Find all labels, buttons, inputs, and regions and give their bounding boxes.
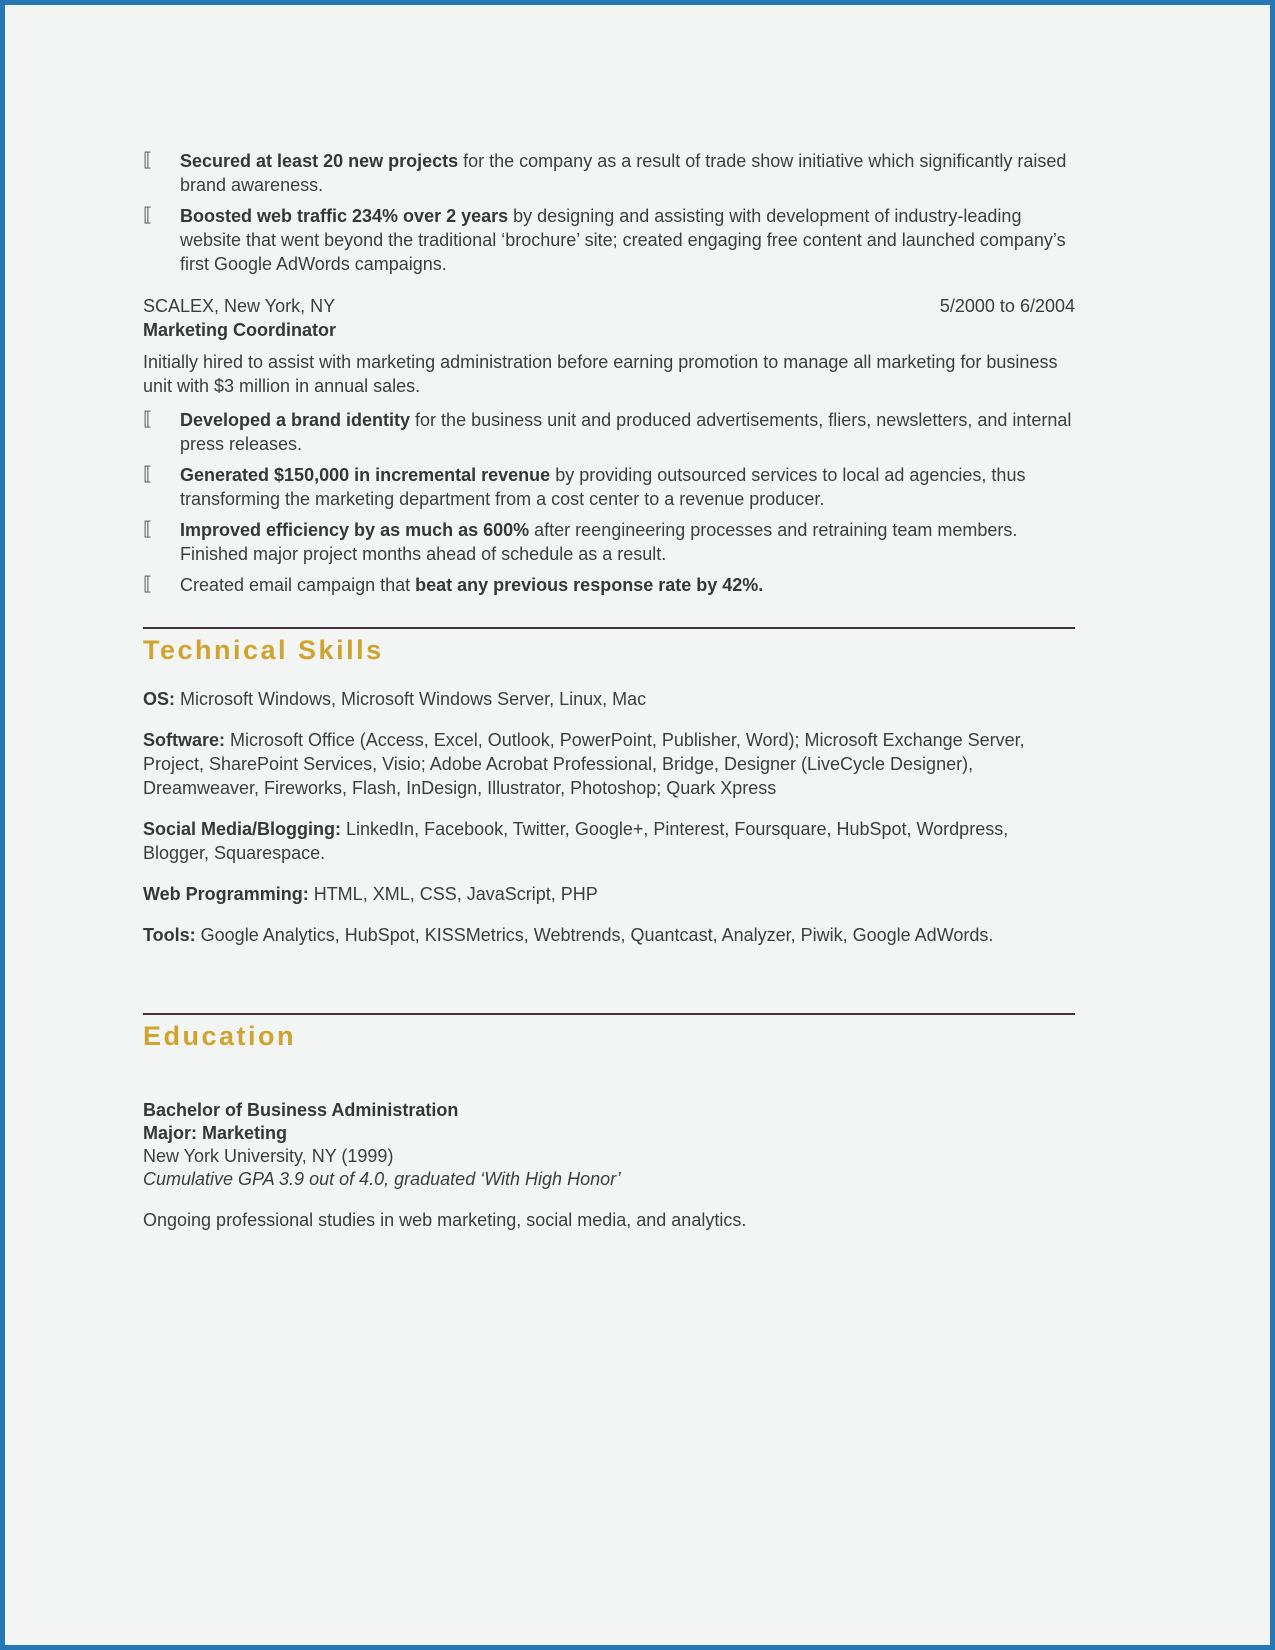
achievement-bullet xyxy=(143,518,1075,566)
skill-label: Software: xyxy=(143,730,226,750)
section-divider xyxy=(143,627,1075,629)
square-bracket-bullet-icon: ⟦ xyxy=(143,464,153,485)
achievement-text xyxy=(180,518,1075,566)
skill-label: Web Programming: xyxy=(143,884,309,904)
company-name: SCALEX, New York, NY xyxy=(143,296,336,316)
square-bracket-bullet-icon: ⟦ xyxy=(143,150,153,171)
achievement-bullet xyxy=(143,408,1075,456)
skill-line-tools xyxy=(143,923,1075,947)
skill-line-software xyxy=(143,728,1075,800)
skill-line-social-media xyxy=(143,817,1075,865)
achievement-body: by providing outsourced services to local ad agencies, thus transforming the marketing department from a cost center to a revenue producer. xyxy=(180,465,1026,509)
skill-values: LinkedIn, Facebook, Twitter, Google+, Pinterest, Foursquare, HubSpot, Wordpress, Blogger, Squarespace. xyxy=(143,819,1009,863)
achievement-text xyxy=(180,204,1075,276)
skill-values: Microsoft Office (Access, Excel, Outlook, PowerPoint, Publisher, Word); Microsoft Exchange Server, Project, SharePoint Services, Visio; Adobe Acrobat Professional, Bridge, Designer (LiveCycle Designer), Dreamweaver, Fireworks, Flash, InDesign, Illustrator, Photoshop; Quark Xpress xyxy=(143,730,1025,798)
square-bracket-bullet-icon: ⟦ xyxy=(143,409,153,430)
gpa-note: Cumulative GPA 3.9 out of 4.0, graduated ‘With High Honor’ xyxy=(143,1169,621,1189)
skill-line-web-programming xyxy=(143,882,1075,906)
skill-values: HTML, XML, CSS, JavaScript, PHP xyxy=(308,884,598,904)
achievement-text xyxy=(180,573,1075,597)
achievement-bullet xyxy=(143,573,1075,597)
ongoing-studies-note: Ongoing professional studies in web marketing, social media, and analytics. xyxy=(143,1210,747,1230)
achievement-body: by designing and assisting with development of industry-leading website that went beyond the traditional ‘brochure’ site; created engaging free content and launched company’s first Google AdWords campaigns. xyxy=(180,206,1066,274)
job-summary: Initially hired to assist with marketing administration before earning promotion to manage all marketing for business unit with $3 million in annual sales. xyxy=(143,352,1058,396)
achievement-lead: Created email campaign that xyxy=(180,575,416,595)
achievement-highlight: beat any previous response rate by 42%. xyxy=(415,575,764,595)
skill-values: Microsoft Windows, Microsoft Windows Server, Linux, Mac xyxy=(175,689,647,709)
education-entry xyxy=(143,1099,1075,1232)
square-bracket-bullet-icon: ⟦ xyxy=(143,205,153,226)
square-bracket-bullet-icon: ⟦ xyxy=(143,574,153,595)
achievement-text xyxy=(180,149,1075,197)
achievement-bullet xyxy=(143,149,1075,197)
section-heading-technical-skills: Technical Skills xyxy=(143,635,384,665)
job-header xyxy=(143,294,1075,318)
skill-label: OS: xyxy=(143,689,176,709)
job-entry xyxy=(143,294,1075,597)
achievement-highlight: Generated $150,000 in incremental revenue xyxy=(180,465,551,485)
degree-major: Major: Marketing xyxy=(143,1123,288,1143)
school-name: New York University, NY (1999) xyxy=(143,1146,394,1166)
achievement-body: for the company as a result of trade show initiative which significantly raised brand awareness. xyxy=(180,151,1067,195)
achievement-bullet xyxy=(143,463,1075,511)
achievement-highlight: Boosted web traffic 234% over 2 years xyxy=(180,206,509,226)
job-dates: 5/2000 to 6/2004 xyxy=(939,296,1075,316)
achievement-bullet xyxy=(143,204,1075,276)
achievement-text xyxy=(180,463,1075,511)
achievement-text xyxy=(180,408,1075,456)
achievement-highlight: Developed a brand identity xyxy=(180,410,411,430)
section-heading-education: Education xyxy=(143,1021,297,1051)
section-divider xyxy=(143,1013,1075,1015)
achievement-highlight: Improved efficiency by as much as 600% xyxy=(180,520,530,540)
achievement-highlight: Secured at least 20 new projects xyxy=(180,151,459,171)
skill-line-os xyxy=(143,687,1075,711)
skill-values: Google Analytics, HubSpot, KISSMetrics, Webtrends, Quantcast, Analyzer, Piwik, Google AdWords. xyxy=(195,925,994,945)
resume-content xyxy=(5,5,1270,1232)
achievement-body: after reengineering processes and retraining team members. Finished major project months ahead of schedule as a result. xyxy=(180,520,1018,564)
skill-label: Social Media/Blogging: xyxy=(143,819,342,839)
degree-name: Bachelor of Business Administration xyxy=(143,1100,459,1120)
job-title: Marketing Coordinator xyxy=(143,320,337,340)
square-bracket-bullet-icon: ⟦ xyxy=(143,519,153,540)
skill-label: Tools: xyxy=(143,925,196,945)
achievement-body: for the business unit and produced advertisements, fliers, newsletters, and internal press releases. xyxy=(180,410,1072,454)
